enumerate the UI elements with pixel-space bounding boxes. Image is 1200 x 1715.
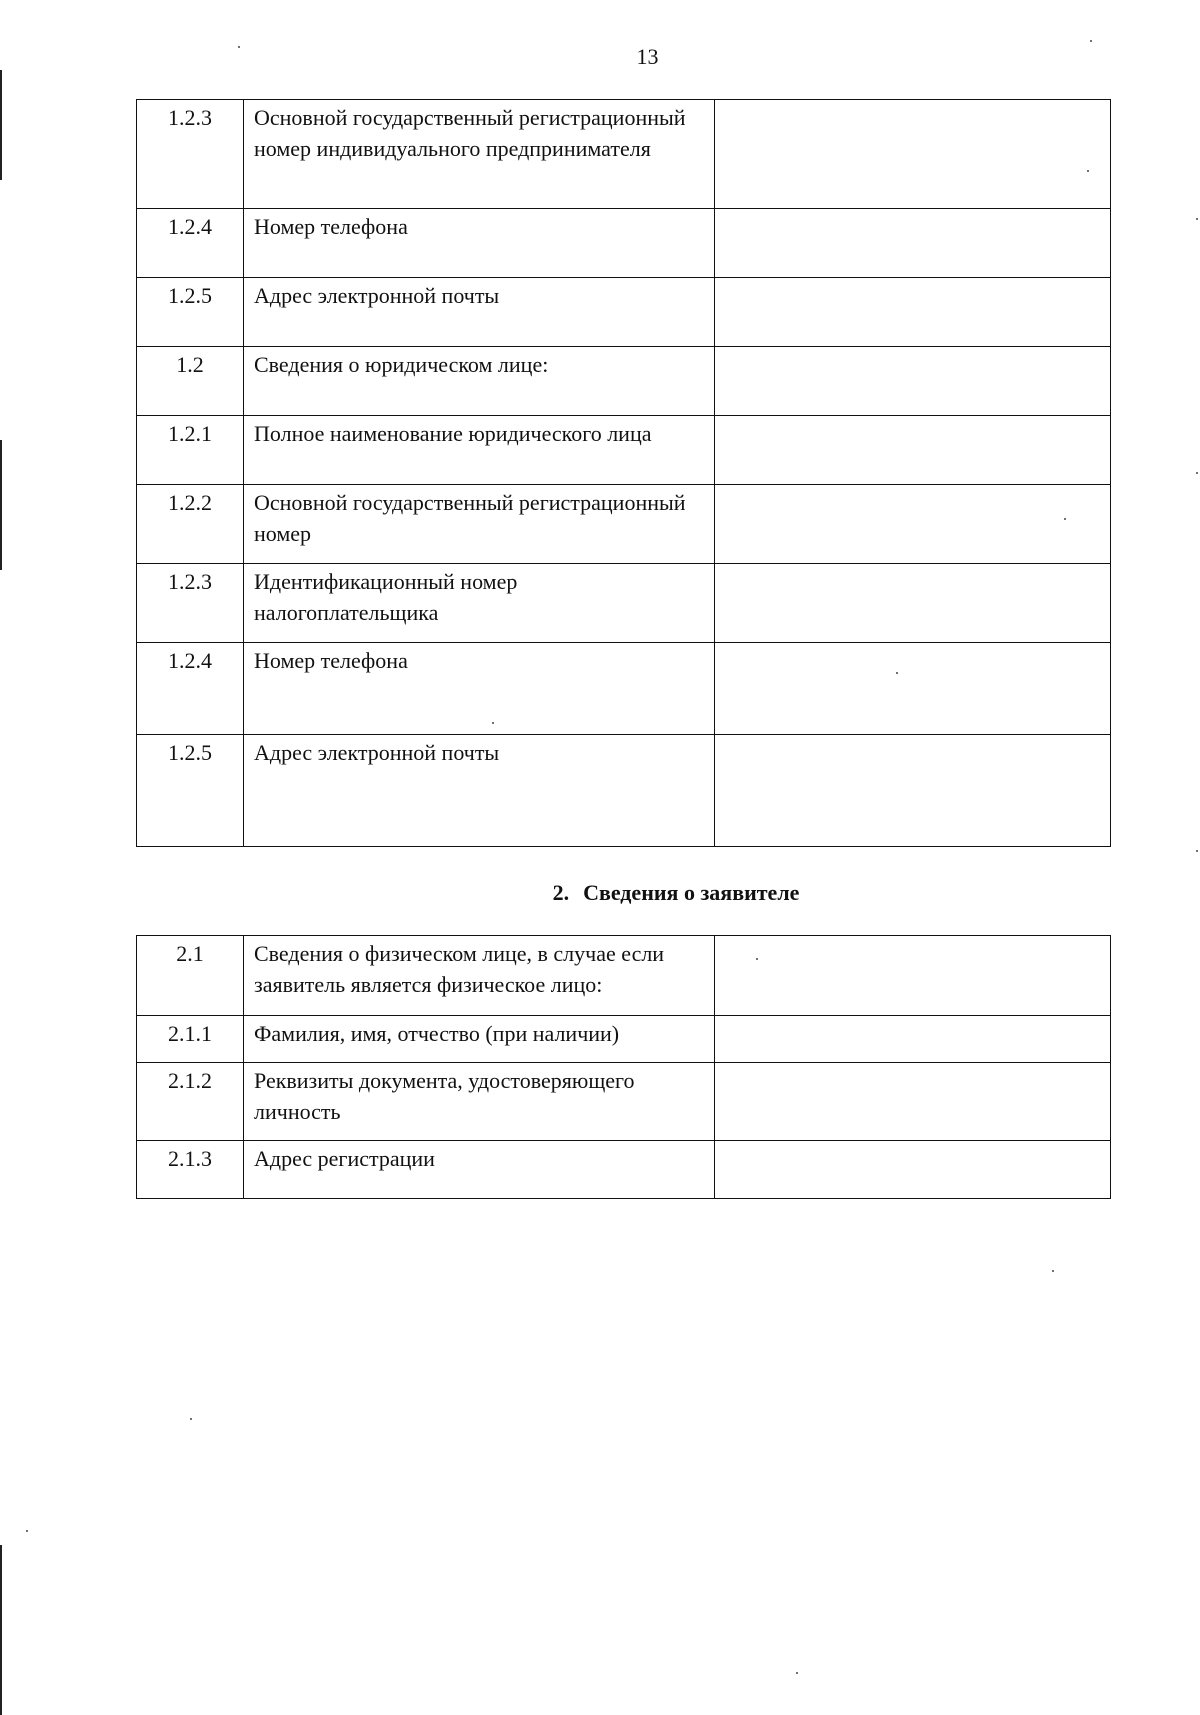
row-number: 2.1.2 xyxy=(137,1063,244,1141)
table-row xyxy=(137,347,1111,416)
row-label: Номер телефона xyxy=(244,209,715,278)
row-value-cell[interactable] xyxy=(715,416,1111,485)
scan-speck xyxy=(896,672,898,674)
row-label: Полное наименование юридического лица xyxy=(244,416,715,485)
section-heading xyxy=(136,880,1200,906)
row-number: 2.1.1 xyxy=(137,1016,244,1063)
scan-speck xyxy=(1064,518,1066,520)
table-row xyxy=(137,485,1111,564)
row-number: 1.2.3 xyxy=(137,564,244,643)
row-label: Сведения о физическом лице, в случае если заявитель является физическое лицо: xyxy=(244,936,715,1016)
row-value-cell[interactable] xyxy=(715,1141,1111,1199)
table-row xyxy=(137,100,1111,209)
table-row xyxy=(137,1016,1111,1063)
table-row xyxy=(137,643,1111,735)
scan-edge-left-bottom xyxy=(0,1545,2,1715)
row-value-cell[interactable] xyxy=(715,735,1111,847)
row-number: 1.2.4 xyxy=(137,643,244,735)
row-number: 2.1 xyxy=(137,936,244,1016)
row-number: 1.2.5 xyxy=(137,278,244,347)
scan-speck xyxy=(1052,1270,1054,1272)
table-row xyxy=(137,278,1111,347)
scan-speck xyxy=(26,1530,28,1532)
scan-speck xyxy=(796,1672,798,1674)
organization-details-table xyxy=(136,99,1111,847)
table-row xyxy=(137,1141,1111,1199)
section-number: 2. xyxy=(552,880,570,905)
row-value-cell[interactable] xyxy=(715,100,1111,209)
table-row xyxy=(137,1063,1111,1141)
row-label: Номер телефона xyxy=(244,643,715,735)
scan-speck xyxy=(238,46,240,48)
row-number: 1.2.2 xyxy=(137,485,244,564)
table-row xyxy=(137,209,1111,278)
row-number: 1.2.3 xyxy=(137,100,244,209)
row-label: Адрес электронной почты xyxy=(244,278,715,347)
row-number: 1.2.5 xyxy=(137,735,244,847)
row-value-cell[interactable] xyxy=(715,347,1111,416)
row-value-cell[interactable] xyxy=(715,564,1111,643)
row-value-cell[interactable] xyxy=(715,485,1111,564)
row-number: 2.1.3 xyxy=(137,1141,244,1199)
row-number: 1.2 xyxy=(137,347,244,416)
row-label: Идентификационный номер налогоплательщика xyxy=(244,564,715,643)
row-number: 1.2.4 xyxy=(137,209,244,278)
scan-speck xyxy=(1196,218,1198,220)
scan-edge-left-top xyxy=(0,70,2,180)
scan-speck xyxy=(1090,40,1092,42)
row-value-cell[interactable] xyxy=(715,278,1111,347)
scan-speck xyxy=(1196,850,1198,852)
row-number: 1.2.1 xyxy=(137,416,244,485)
table-row xyxy=(137,735,1111,847)
scan-speck xyxy=(756,958,758,960)
scan-speck xyxy=(1196,472,1198,474)
table-row xyxy=(137,416,1111,485)
row-value-cell[interactable] xyxy=(715,1016,1111,1063)
row-label: Сведения о юридическом лице: xyxy=(244,347,715,416)
scan-speck xyxy=(492,722,494,724)
applicant-details-table xyxy=(136,935,1111,1199)
scan-speck xyxy=(1087,170,1089,172)
row-value-cell[interactable] xyxy=(715,643,1111,735)
row-label: Реквизиты документа, удостоверяющего личность xyxy=(244,1063,715,1141)
row-value-cell[interactable] xyxy=(715,209,1111,278)
table-row xyxy=(137,564,1111,643)
row-value-cell[interactable] xyxy=(715,1063,1111,1141)
row-label: Основной государственный регистрационный номер индивидуального предпринимателя xyxy=(244,100,715,209)
page-number: 13 xyxy=(636,44,659,69)
row-value-cell[interactable] xyxy=(715,936,1111,1016)
section-title: Сведения о заявителе xyxy=(583,880,800,905)
row-label: Основной государственный регистрационный номер xyxy=(244,485,715,564)
table-row xyxy=(137,936,1111,1016)
row-label: Фамилия, имя, отчество (при наличии) xyxy=(244,1016,715,1063)
scan-speck xyxy=(190,1418,192,1420)
row-label: Адрес электронной почты xyxy=(244,735,715,847)
row-label: Адрес регистрации xyxy=(244,1141,715,1199)
scan-edge-left-mid xyxy=(0,440,2,570)
